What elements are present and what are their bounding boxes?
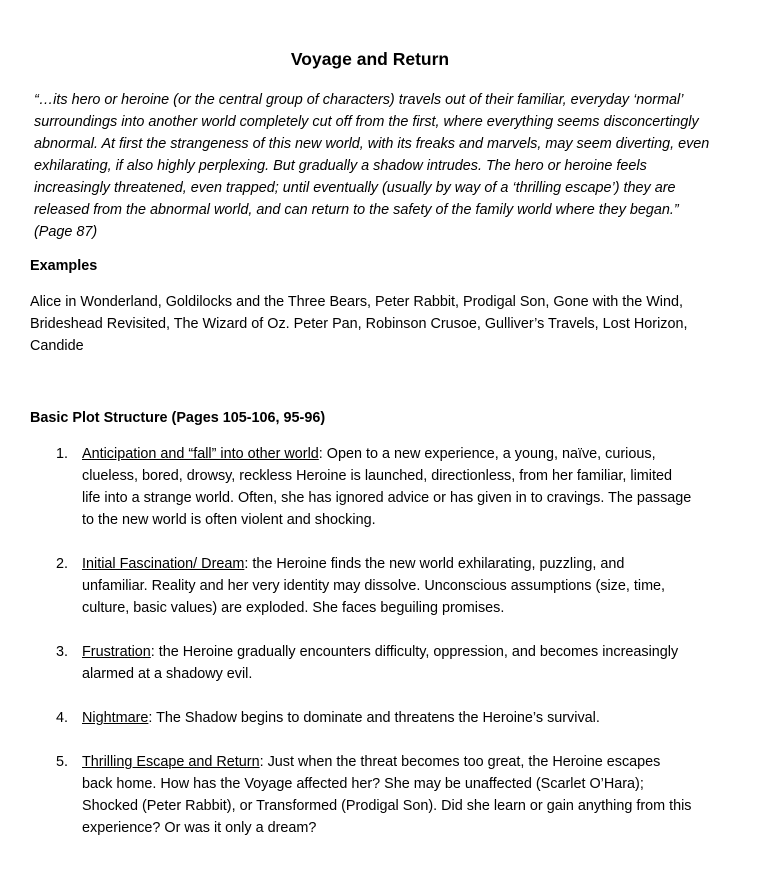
step-description: : The Shadow begins to dominate and threatens the Heroine’s survival. [148, 710, 600, 726]
step-description: : the Heroine gradually encounters difficulty, oppression, and becomes increasingly alarmed at a shadowy evil. [82, 644, 679, 682]
step-term: Thrilling Escape and Return [82, 754, 260, 770]
step-description: : Open to a new experience, a young, naïve, curious, clueless, bored, drowsy, reckless Heroine is launched, directionless, from her familiar, limited life into a strange world. Often, she has ignored advice or has given in to cravings. The passage to the new world is often violent and shocking. [82, 446, 692, 528]
examples-text: Alice in Wonderland, Goldilocks and the Three Bears, Peter Rabbit, Prodigal Son, Gone with the Wind, Brideshead Revisited, The Wizard of Oz. Peter Pan, Robinson Crusoe, Gulliver’s Travels, Lost Horizon, Candide [30, 294, 688, 354]
plot-step [30, 641, 692, 685]
document-title: Voyage and Return [290, 49, 450, 69]
quote-paragraph: “…its hero or heroine (or the central group of characters) travels out of their familiar, everyday ‘normal’ surroundings into another world completely cut off from the first, where everything seems disconcertingly abnormal. At first the strangeness of this new world, with its freaks and marvels, may seem diverting, even exhilarating, if also highly perplexing. But gradually a shadow intrudes. The hero or heroine feels increasingly threatened, even trapped; until eventually (usually by way of a ‘thrilling escape’) they are released from the abnormal world, and can return to the safety of the family world where they began.” (Page 87) [34, 92, 710, 240]
step-term: Frustration [82, 644, 151, 660]
plot-step [30, 751, 692, 839]
step-term: Initial Fascination/ Dream [82, 556, 245, 572]
plot-steps-list [30, 443, 710, 839]
document-page [30, 45, 710, 861]
plot-step [30, 443, 692, 531]
examples-heading: Examples [30, 258, 98, 274]
step-number: 5. [56, 754, 69, 770]
step-number: 1. [56, 446, 69, 462]
step-description: : the Heroine finds the new world exhilarating, puzzling, and unfamiliar. Reality and her very identity may dissolve. Unconscious assumptions (size, time, culture, basic values) are exploded. She faces beguiling promises. [82, 556, 666, 616]
step-number: 3. [56, 644, 69, 660]
plot-step [30, 553, 692, 619]
plot-structure-heading: Basic Plot Structure (Pages 105-106, 95-96) [30, 410, 326, 426]
step-description: : Just when the threat becomes too great, the Heroine escapes back home. How has the Voyage affected her? She may be unaffected (Scarlet O’Hara); Shocked (Peter Rabbit), or Transformed (Prodigal Son). Did she learn or gain anything from this experience? Or was it only a dream? [82, 754, 692, 836]
plot-step [30, 707, 692, 729]
step-number: 4. [56, 710, 69, 726]
step-term: Nightmare [82, 710, 149, 726]
step-number: 2. [56, 556, 69, 572]
step-term: Anticipation and “fall” into other world [82, 446, 319, 462]
